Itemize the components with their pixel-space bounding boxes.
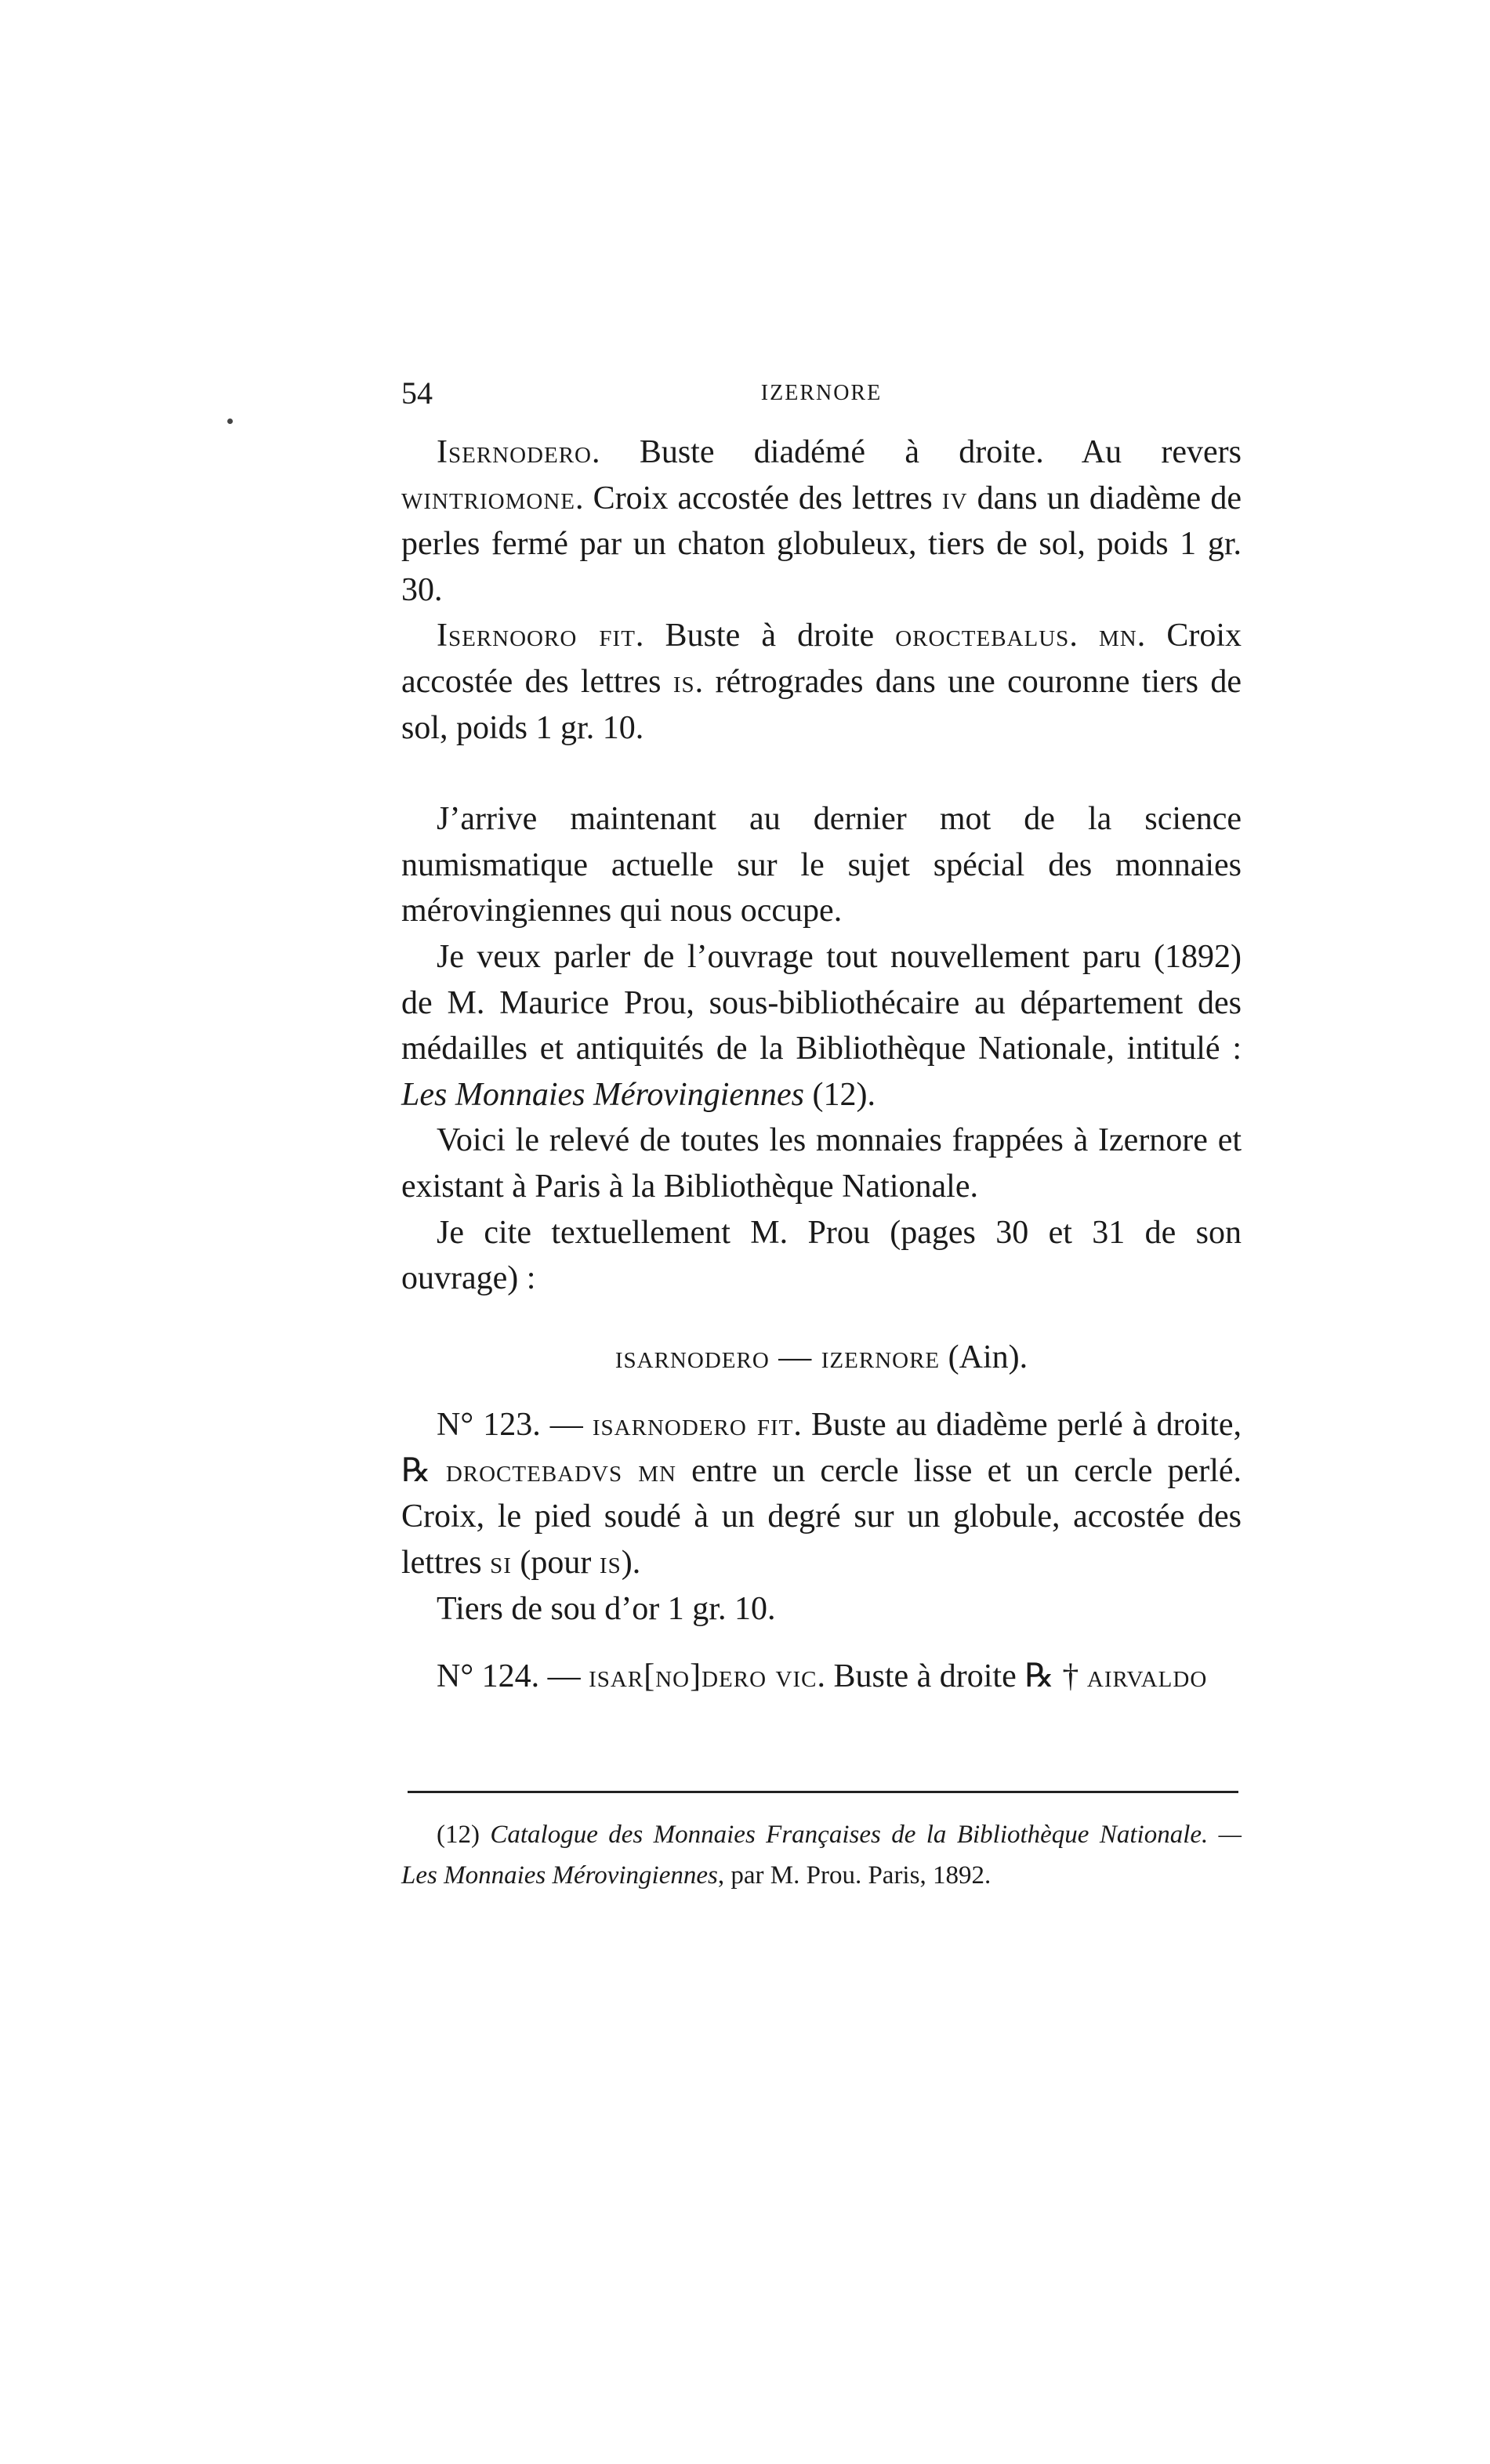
text-run: entre un cercle lisse et un cercle perlé. Croix, le pied soudé à un degré sur un globule, accostée des lettres xyxy=(401,1452,1242,1582)
footnote-number: (12) xyxy=(437,1821,491,1849)
paragraph-cite: Je cite textuellement M. Prou (pages 30 et 31 de son ouvrage) : xyxy=(401,1214,1242,1297)
paragraph-isernodero xyxy=(401,429,1242,613)
coin-legend: is xyxy=(672,663,695,700)
text-run: . Buste diadémé à droite. Au revers xyxy=(592,434,1242,470)
margin-dot-mark xyxy=(227,419,233,424)
footnote-12 xyxy=(401,1814,1242,1896)
footnote-title: Catalogue des Monnaies Françaises de la Bibliothèque Nationale. — Les Monnaies Mérovingiennes xyxy=(401,1821,1242,1890)
coin-legend: airvaldo xyxy=(1086,1658,1208,1695)
coin-legend: iv xyxy=(941,480,968,516)
footnotes xyxy=(401,1814,1242,1896)
text-run: . Croix accostée des lettres xyxy=(401,618,1242,700)
coin-legend: Isernooro fit xyxy=(437,618,636,654)
entry-123-weight: Tiers de sou d’or 1 gr. 10. xyxy=(437,1590,776,1627)
paragraph-arrive: J’arrive maintenant au dernier mot de la science numismatique actuelle sur le sujet spécial des monnaies mérovingiennes qui nous occupe. xyxy=(401,801,1242,929)
coin-legend: Isernodero xyxy=(437,434,593,470)
paragraph-isernooro xyxy=(401,613,1242,751)
coin-legend: isar[no]dero vic xyxy=(589,1658,818,1695)
page-number: 54 xyxy=(401,375,433,411)
text-run: dans un diadème de perles fermé par un chaton globuleux, tiers de sol, poids 1 gr. 30. xyxy=(401,480,1242,608)
paragraph-releve: Voici le relevé de toutes les monnaies frappées à Izernore et existant à Paris à la Bibliothèque Nationale. xyxy=(401,1122,1242,1205)
coin-legend: isarnodero — izernore xyxy=(614,1339,941,1375)
entry-123 xyxy=(401,1402,1242,1585)
text-run: Je veux parler de l’ouvrage tout nouvellement paru (1892) de M. Maurice Prou, sous-bibliothécaire au département des médailles et antiquités de la Bibliothèque Nationale, intitulé : xyxy=(401,938,1242,1067)
page-header xyxy=(401,371,1242,419)
paragraph-prou-ouvrage xyxy=(401,934,1242,1118)
text-run: , par M. Prou. Paris, 1892. xyxy=(717,1861,992,1890)
text-run: . Buste au diadème perlé à droite, ℞ xyxy=(401,1407,1242,1489)
section-heading xyxy=(401,1335,1242,1381)
coin-legend: droctebadvs mn xyxy=(445,1452,676,1489)
text-run: . Buste à droite ℞ † xyxy=(817,1658,1087,1695)
entry-124 xyxy=(401,1654,1242,1700)
text-run: ). xyxy=(621,1545,641,1582)
text-run: (pour xyxy=(511,1545,600,1582)
coin-legend: is xyxy=(599,1545,622,1582)
coin-legend: wintriomone xyxy=(401,480,576,516)
entry-number: N° 124. — xyxy=(437,1658,589,1695)
coin-legend: mn xyxy=(1098,618,1137,654)
text-run: (12). xyxy=(804,1076,876,1113)
running-head: IZERNORE xyxy=(760,381,883,405)
footnote-divider xyxy=(408,1791,1238,1793)
entry-number: N° 123. — xyxy=(437,1407,593,1444)
text-run: . rétrogrades dans une couronne tiers de sol, poids 1 gr. 10. xyxy=(401,663,1242,746)
coin-legend: oroctebalus xyxy=(895,618,1070,654)
body-text xyxy=(401,429,1242,1700)
text-run: . Croix accostée des lettres xyxy=(575,480,942,516)
text-run: . xyxy=(1069,618,1099,654)
coin-legend: isarnodero fit xyxy=(592,1407,794,1444)
text-run: (Ain). xyxy=(940,1339,1028,1375)
coin-legend: si xyxy=(490,1545,512,1582)
book-title: Les Monnaies Mérovingiennes xyxy=(401,1076,805,1113)
text-run: . Buste à droite xyxy=(635,618,896,654)
